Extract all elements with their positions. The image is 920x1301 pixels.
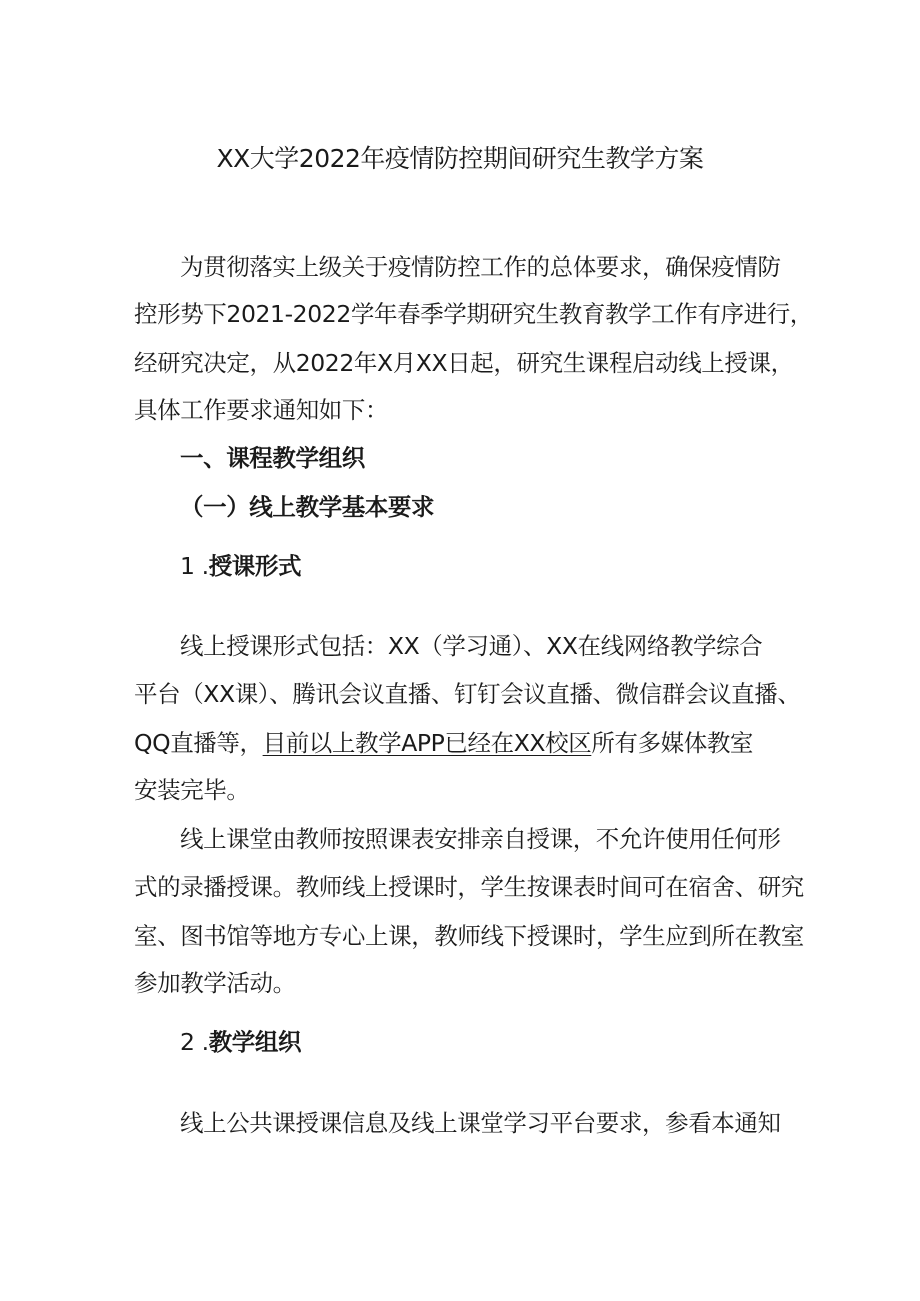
item-heading-1 (180, 549, 860, 583)
para3-line-1: 线上公共课授课信息及线上课堂学习平台要求，参看本通知 (180, 1109, 781, 1137)
intro-line-2: 控形势下2021-2022学年春季学期研究生教育教学工作有序进行， (134, 300, 813, 328)
item-heading-2 (180, 1025, 860, 1059)
para1-line-2: 平台（XX课）、腾讯会议直播、钉钉会议直播、微信群会议直播、 (134, 680, 801, 708)
item-number-2: 2 . (180, 1028, 209, 1056)
para1-line-4: 安装完毕。 (134, 776, 250, 804)
para2-line-1: 线上课堂由教师按照课表安排亲自授课，不允许使用任何形 (180, 825, 781, 853)
para2-line-3: 室、图书馆等地方专心上课，教师线下授课时，学生应到所在教室 (134, 922, 804, 950)
item-title-2: 教学组织 (208, 1028, 302, 1056)
intro-line-4: 具体工作要求通知如下： (134, 396, 389, 424)
para2-line-2: 式的录播授课。教师线上授课时，学生按课表时间可在宿舍、研究 (134, 873, 804, 901)
intro-line-3: 经研究决定，从2022年X月XX日起，研究生课程启动线上授课， (134, 349, 794, 377)
item-title-1: 授课形式 (208, 552, 302, 580)
para1-line-3 (134, 726, 814, 760)
intro-line-1: 为贯彻落实上级关于疫情防控工作的总体要求，确保疫情防 (180, 253, 781, 281)
section-heading-1: 一、课程教学组织 (180, 444, 365, 472)
para1-line-3-suffix: 所有多媒体教室 (591, 729, 754, 757)
para1-line-3-prefix: QQ直播等， (134, 729, 263, 757)
document-title: XX大学2022年疫情防控期间研究生教学方案 (216, 144, 704, 173)
para2-line-4: 参加教学活动。 (134, 969, 296, 997)
para1-line-1: 线上授课形式包括：XX（学习通）、XX在线网络教学综合 (180, 632, 763, 660)
subsection-heading-1: （一）线上教学基本要求 (180, 493, 435, 521)
item-number-1: 1 . (180, 552, 209, 580)
para1-underlined-text: 目前以上教学APP已经在XX校区 (262, 729, 592, 757)
